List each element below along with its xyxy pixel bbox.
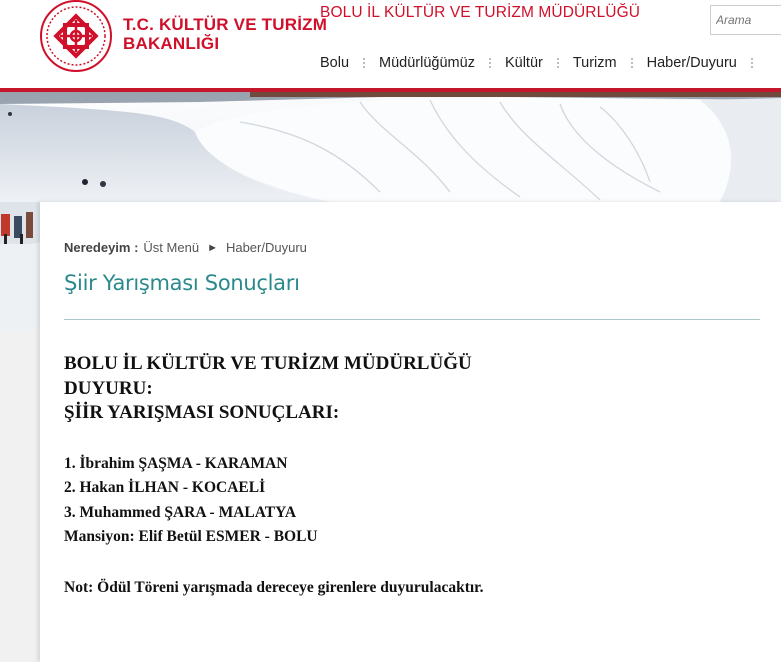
nav-separator [631, 57, 633, 69]
nav-separator [489, 57, 491, 69]
result-item: 1. İbrahim ŞAŞMA - KARAMAN [64, 454, 288, 472]
breadcrumb-item-ust-menu[interactable]: Üst Menü [143, 240, 200, 255]
article-heading-line: BOLU İL KÜLTÜR VE TURİZM MÜDÜRLÜĞÜ [64, 353, 472, 374]
banner-image [0, 92, 781, 202]
nav-separator [363, 57, 365, 69]
nav-item-haber-duyuru[interactable]: Haber/Duyuru [646, 55, 737, 71]
ministry-name-line2: BAKANLIĞI [123, 34, 220, 53]
site-header [0, 0, 781, 88]
nav-item-kultur[interactable]: Kültür [504, 55, 543, 71]
article-body [64, 352, 744, 600]
breadcrumb-arrow-icon: ► [207, 241, 218, 254]
nav-separator [557, 57, 559, 69]
article-note: Not: Ödül Töreni yarışmada dereceye girenlere duyurulacaktır. [64, 578, 484, 596]
breadcrumb-label: Neredeyim : [64, 240, 139, 255]
snow-landscape-image [0, 92, 781, 202]
main-nav [320, 53, 767, 73]
directorate-title[interactable]: BOLU İL KÜLTÜR VE TURİZM MÜDÜRLÜĞÜ [320, 4, 641, 21]
nav-item-turizm[interactable]: Turizm [572, 55, 617, 71]
breadcrumb [64, 240, 307, 255]
breadcrumb-item-haber-duyuru[interactable]: Haber/Duyuru [225, 240, 307, 255]
result-item: Mansiyon: Elif Betül ESMER - BOLU [64, 528, 318, 545]
nav-item-mudurlugumuz[interactable]: Müdürlüğümüz [379, 55, 475, 71]
skiers-image [0, 202, 40, 330]
nav-item-bolu[interactable]: Bolu [320, 55, 350, 71]
result-item: 2. Hakan İLHAN - KOCAELİ [64, 479, 266, 496]
results-list [64, 452, 744, 550]
ministry-logo-icon[interactable] [38, 0, 114, 74]
ministry-name-line1: T.C. KÜLTÜR VE TURİZM [123, 15, 328, 34]
article-heading [64, 352, 744, 426]
ministry-name[interactable] [123, 15, 327, 53]
article-heading-line: DUYURU: [64, 377, 153, 399]
title-divider [64, 319, 760, 320]
page-title: Şiir Yarışması Sonuçları [64, 271, 300, 295]
nav-separator [751, 57, 753, 69]
article-heading-line: ŞİİR YARIŞMASI SONUÇLARI: [64, 402, 340, 423]
search-input[interactable] [710, 5, 781, 35]
content-panel [40, 202, 781, 662]
side-photo [0, 202, 40, 330]
result-item: 3. Muhammed ŞARA - MALATYA [64, 503, 297, 521]
